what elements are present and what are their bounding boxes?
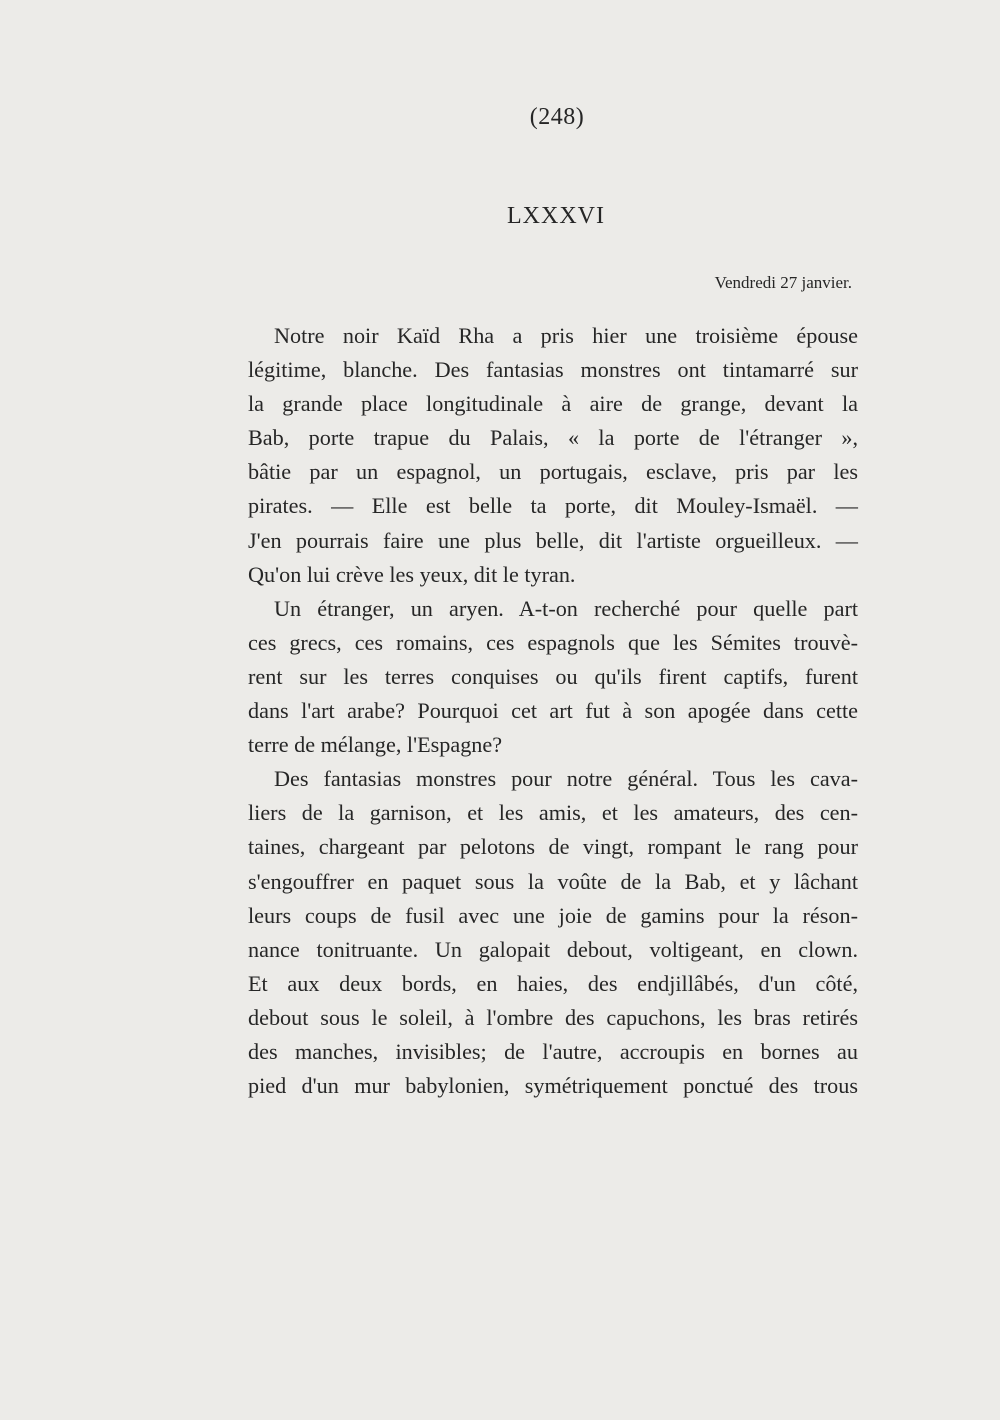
text-line: s'engouffrer en paquet sous la voûte de la Bab, et y lâchant bbox=[248, 868, 858, 894]
text-line: ces grecs, ces romains, ces espagnols que les Sémites trouvè- bbox=[248, 629, 858, 655]
paragraph-1 bbox=[248, 319, 858, 592]
page-number: (248) bbox=[529, 104, 585, 130]
text-line: Notre noir Kaïd Rha a pris hier une troisième épouse bbox=[274, 323, 858, 348]
text-line: Un étranger, un aryen. A-t-on recherché pour quelle part bbox=[274, 595, 858, 621]
text-line: Qu'on lui crève les yeux, dit le tyran. bbox=[248, 561, 576, 587]
text-line: J'en pourrais faire une plus belle, dit l'artiste orgueilleux. — bbox=[248, 527, 858, 553]
text-line: rent sur les terres conquises ou qu'ils firent captifs, furent bbox=[248, 663, 858, 689]
body-text bbox=[248, 319, 858, 1103]
text-line: liers de la garnison, et les amis, et les amateurs, des cen- bbox=[248, 800, 858, 826]
text-line: Des fantasias monstres pour notre général. Tous les cava- bbox=[274, 766, 858, 792]
chapter-title: LXXXVI bbox=[507, 203, 605, 229]
paragraph-2 bbox=[248, 592, 858, 762]
text-line: leurs coups de fusil avec une joie de gamins pour la réson- bbox=[248, 902, 858, 928]
text-line: pirates. — Elle est belle ta porte, dit Mouley-Ismaël. — bbox=[248, 493, 858, 519]
text-line: dans l'art arabe? Pourquoi cet art fut à son apogée dans cette bbox=[248, 698, 858, 724]
text-line: nance tonitruante. Un galopait debout, voltigeant, en clown. bbox=[248, 936, 858, 962]
text-line: pied d'un mur babylonien, symétriquement ponctué des trous bbox=[248, 1073, 858, 1099]
text-line: Bab, porte trapue du Palais, « la porte de l'étranger », bbox=[248, 425, 858, 451]
text-line: terre de mélange, l'Espagne? bbox=[248, 732, 503, 758]
dateline: Vendredi 27 janvier. bbox=[714, 273, 852, 292]
text-line: des manches, invisibles; de l'autre, accroupis en bornes au bbox=[248, 1038, 858, 1064]
text-line: debout sous le soleil, à l'ombre des capuchons, les bras retirés bbox=[248, 1004, 858, 1030]
text-line: la grande place longitudinale à aire de grange, devant la bbox=[248, 391, 858, 417]
text-line: bâtie par un espagnol, un portugais, esclave, pris par les bbox=[248, 459, 858, 485]
paragraph-3 bbox=[248, 762, 858, 1103]
text-line: taines, chargeant par pelotons de vingt, rompant le rang pour bbox=[248, 834, 858, 860]
text-line: Et aux deux bords, en haies, des endjillâbés, d'un côté, bbox=[248, 970, 858, 996]
text-line: légitime, blanche. Des fantasias monstres ont tintamarré sur bbox=[248, 357, 858, 383]
